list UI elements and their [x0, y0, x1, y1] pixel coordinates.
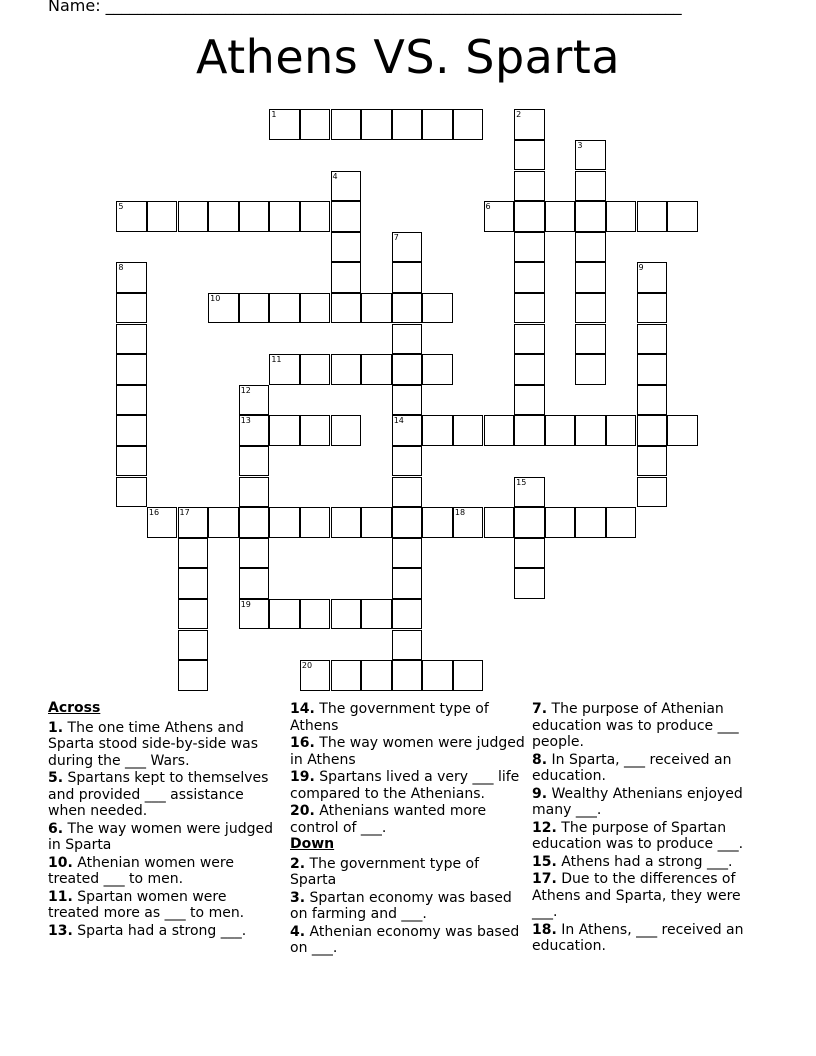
- grid-cell[interactable]: [331, 415, 362, 446]
- clue-number: 1: [271, 110, 277, 120]
- clue-item-number: 11.: [48, 888, 73, 905]
- clue-item-text: The purpose of Spartan education was to produce ___.: [532, 819, 744, 852]
- grid-cell[interactable]: [300, 354, 331, 385]
- clue-number: 19: [240, 599, 251, 609]
- clue-number: 7: [393, 232, 399, 242]
- grid-cell[interactable]: [392, 507, 423, 538]
- clue-number: 8: [118, 263, 124, 273]
- clue-number: 3: [577, 140, 583, 150]
- clue-item-number: 10.: [48, 854, 73, 871]
- grid-cell[interactable]: [392, 477, 423, 508]
- grid-cell[interactable]: [453, 507, 484, 538]
- grid-cell[interactable]: [116, 201, 147, 232]
- clue-item-text: Spartans lived a very ___ life compared to the Athenians.: [290, 769, 520, 802]
- grid-cell[interactable]: [392, 262, 423, 293]
- grid-cell[interactable]: [239, 538, 270, 569]
- grid-cell[interactable]: [116, 415, 147, 446]
- grid-cell[interactable]: [484, 201, 515, 232]
- grid-cell[interactable]: [514, 354, 545, 385]
- grid-cell[interactable]: [422, 415, 453, 446]
- grid-cell[interactable]: [606, 507, 637, 538]
- clue-item-text: The way women were judged in Athens: [290, 735, 525, 768]
- clue-item-number: 16.: [290, 735, 315, 751]
- clue-number: 2: [516, 110, 522, 120]
- grid-cell[interactable]: [392, 415, 423, 446]
- down-header: Down: [290, 836, 335, 852]
- clue-item-text: Athenian women were treated ___ to men.: [48, 854, 234, 887]
- grid-cell[interactable]: [331, 507, 362, 538]
- grid-cell[interactable]: [116, 477, 147, 508]
- grid-cell[interactable]: [178, 630, 209, 661]
- clue-item: [290, 924, 526, 957]
- clue-item-number: 20.: [290, 803, 315, 819]
- grid-cell[interactable]: [239, 477, 270, 508]
- clue-item: [532, 854, 768, 871]
- grid-cell[interactable]: [575, 507, 606, 538]
- grid-cell[interactable]: [637, 201, 668, 232]
- grid-cell[interactable]: [667, 415, 698, 446]
- grid-cell[interactable]: [637, 293, 668, 324]
- grid-cell[interactable]: [208, 201, 239, 232]
- grid-cell[interactable]: [116, 446, 147, 477]
- clue-item-number: 14.: [290, 701, 315, 717]
- clue-item-text: The way women were judged in Sparta: [48, 820, 273, 853]
- clue-item-text: In Sparta, ___ received an education.: [532, 751, 732, 784]
- clue-item-number: 5.: [48, 770, 64, 786]
- clue-number: 10: [210, 293, 221, 303]
- grid-cell[interactable]: [331, 232, 362, 263]
- grid-cell[interactable]: [514, 171, 545, 202]
- grid-cell[interactable]: [269, 201, 300, 232]
- clue-item-number: 1.: [48, 719, 64, 736]
- grid-cell[interactable]: [575, 232, 606, 263]
- clue-item-text: Athenians wanted more control of ___.: [290, 803, 487, 836]
- grid-cell[interactable]: [392, 446, 423, 477]
- clue-item-number: 17.: [532, 871, 557, 887]
- clue-item-text: Athenian economy was based on ___.: [290, 923, 520, 956]
- clue-item: [532, 871, 768, 921]
- grid-cell[interactable]: [361, 507, 392, 538]
- grid-cell[interactable]: [392, 538, 423, 569]
- grid-cell[interactable]: [514, 293, 545, 324]
- grid-cell[interactable]: [575, 140, 606, 171]
- grid-cell[interactable]: [178, 599, 209, 630]
- grid-cell[interactable]: [514, 477, 545, 508]
- grid-cell[interactable]: [422, 354, 453, 385]
- clue-item-number: 9.: [532, 785, 548, 802]
- clue-number: 15: [516, 477, 527, 487]
- grid-cell[interactable]: [331, 262, 362, 293]
- grid-cell[interactable]: [300, 660, 331, 691]
- grid-cell[interactable]: [239, 293, 270, 324]
- clue-item-text: Due to the differences of Athens and Sparta, they were ___.: [532, 871, 741, 920]
- clues-column-3: [532, 700, 768, 955]
- clue-item: [532, 786, 768, 819]
- grid-cell[interactable]: [392, 354, 423, 385]
- grid-cell[interactable]: [361, 354, 392, 385]
- grid-cell[interactable]: [361, 660, 392, 691]
- grid-cell[interactable]: [392, 385, 423, 416]
- grid-cell[interactable]: [637, 324, 668, 355]
- clue-item: [532, 701, 768, 751]
- clue-item: [532, 752, 768, 785]
- grid-cell[interactable]: [514, 201, 545, 232]
- grid-cell[interactable]: [239, 415, 270, 446]
- clues-column-2: [290, 700, 526, 957]
- page-title: Athens VS. Sparta: [195, 30, 621, 84]
- grid-cell[interactable]: [116, 354, 147, 385]
- clue-item: [48, 821, 278, 854]
- grid-cell[interactable]: [422, 293, 453, 324]
- clues-column-1: [48, 700, 278, 939]
- clue-item: [532, 922, 768, 955]
- clue-number: 20: [301, 661, 313, 671]
- grid-cell[interactable]: [545, 415, 576, 446]
- clue-item-text: In Athens, ___ received an education.: [532, 921, 744, 954]
- grid-cell[interactable]: [331, 109, 362, 140]
- grid-cell[interactable]: [269, 354, 300, 385]
- clue-item-number: 2.: [290, 855, 306, 872]
- grid-cell[interactable]: [239, 568, 270, 599]
- across-header: Across: [48, 700, 101, 716]
- grid-cell[interactable]: [637, 354, 668, 385]
- grid-cell[interactable]: [331, 599, 362, 630]
- grid-cell[interactable]: [637, 385, 668, 416]
- grid-cell[interactable]: [453, 109, 484, 140]
- grid-cell[interactable]: [300, 109, 331, 140]
- grid-cell[interactable]: [147, 507, 178, 538]
- grid-cell[interactable]: [392, 568, 423, 599]
- grid-cell[interactable]: [422, 507, 453, 538]
- clue-item: [48, 720, 278, 770]
- grid-cell[interactable]: [545, 507, 576, 538]
- clue-item: [290, 890, 526, 923]
- grid-cell[interactable]: [575, 201, 606, 232]
- grid-cell[interactable]: [392, 293, 423, 324]
- grid-cell[interactable]: [514, 262, 545, 293]
- clue-item: [532, 820, 768, 853]
- grid-cell[interactable]: [606, 201, 637, 232]
- grid-cell[interactable]: [453, 660, 484, 691]
- clue-item-text: Spartan economy was based on farming and ___.: [290, 889, 512, 922]
- clue-number: 4: [332, 171, 338, 181]
- grid-cell[interactable]: [361, 109, 392, 140]
- clue-item-number: 6.: [48, 820, 64, 837]
- clue-item-number: 4.: [290, 923, 306, 940]
- grid-cell[interactable]: [300, 415, 331, 446]
- clue-item-number: 7.: [532, 701, 548, 717]
- clue-item: [48, 889, 278, 922]
- grid-cell[interactable]: [392, 324, 423, 355]
- grid-cell[interactable]: [269, 599, 300, 630]
- clue-item: [48, 855, 278, 888]
- grid-cell[interactable]: [392, 109, 423, 140]
- clue-number: 9: [638, 263, 644, 273]
- grid-cell[interactable]: [208, 293, 239, 324]
- grid-cell[interactable]: [514, 385, 545, 416]
- grid-cell[interactable]: [637, 415, 668, 446]
- grid-cell[interactable]: [116, 385, 147, 416]
- grid-cell[interactable]: [331, 660, 362, 691]
- clue-item: [48, 770, 278, 820]
- clue-item-text: The government type of Sparta: [290, 855, 480, 888]
- grid-cell[interactable]: [575, 324, 606, 355]
- name-field[interactable]: Name: ________________________________________________________________________: [48, 0, 682, 15]
- grid-cell[interactable]: [667, 201, 698, 232]
- grid-cell[interactable]: [514, 324, 545, 355]
- clue-number: 14: [393, 416, 404, 426]
- grid-cell[interactable]: [392, 630, 423, 661]
- clue-number: 18: [454, 508, 466, 518]
- grid-cell[interactable]: [239, 201, 270, 232]
- clue-item-number: 12.: [532, 819, 557, 836]
- clue-number: 11: [271, 355, 282, 365]
- grid-cell[interactable]: [116, 324, 147, 355]
- grid-cell[interactable]: [514, 568, 545, 599]
- grid-cell[interactable]: [239, 446, 270, 477]
- grid-cell[interactable]: [422, 109, 453, 140]
- clue-item-text: Sparta had a strong ___.: [72, 922, 247, 939]
- grid-cell[interactable]: [575, 354, 606, 385]
- grid-cell[interactable]: [514, 109, 545, 140]
- clue-item: [290, 735, 526, 768]
- clue-number: 6: [485, 202, 491, 212]
- clue-number: 16: [148, 508, 160, 518]
- clue-item-text: Wealthy Athenians enjoyed many ___.: [532, 785, 743, 818]
- grid-cell[interactable]: [300, 507, 331, 538]
- grid-cell[interactable]: [300, 599, 331, 630]
- grid-cell[interactable]: [178, 201, 209, 232]
- clue-item-number: 18.: [532, 921, 557, 938]
- grid-cell[interactable]: [331, 171, 362, 202]
- grid-cell[interactable]: [239, 507, 270, 538]
- clue-item-text: The one time Athens and Sparta stood side-by-side was during the ___ Wars.: [48, 719, 259, 769]
- grid-cell[interactable]: [116, 293, 147, 324]
- clue-item-text: Athens had a strong ___.: [556, 853, 733, 870]
- grid-cell[interactable]: [575, 262, 606, 293]
- grid-cell[interactable]: [637, 262, 668, 293]
- grid-cell[interactable]: [300, 293, 331, 324]
- clue-item-text: Spartans kept to themselves and provided ___ assistance when needed.: [48, 770, 269, 819]
- grid-cell[interactable]: [514, 415, 545, 446]
- grid-cell[interactable]: [116, 262, 147, 293]
- grid-cell[interactable]: [178, 568, 209, 599]
- grid-cell[interactable]: [637, 477, 668, 508]
- grid-cell[interactable]: [514, 140, 545, 171]
- clue-number: 13: [240, 416, 251, 426]
- grid-cell[interactable]: [545, 201, 576, 232]
- grid-cell[interactable]: [514, 232, 545, 263]
- clue-item-text: The purpose of Athenian education was to produce ___ people.: [532, 701, 739, 750]
- grid-cell[interactable]: [422, 660, 453, 691]
- grid-cell[interactable]: [269, 109, 300, 140]
- clue-item-number: 15.: [532, 853, 557, 870]
- grid-cell[interactable]: [575, 293, 606, 324]
- grid-cell[interactable]: [269, 293, 300, 324]
- grid-cell[interactable]: [331, 201, 362, 232]
- grid-cell[interactable]: [178, 507, 209, 538]
- grid-cell[interactable]: [514, 538, 545, 569]
- grid-cell[interactable]: [484, 507, 515, 538]
- grid-cell[interactable]: [147, 201, 178, 232]
- grid-cell[interactable]: [392, 232, 423, 263]
- clue-item-text: The government type of Athens: [290, 701, 489, 734]
- grid-cell[interactable]: [239, 385, 270, 416]
- clue-number: 17: [179, 508, 190, 518]
- grid-cell[interactable]: [208, 507, 239, 538]
- clue-item-number: 8.: [532, 751, 548, 768]
- grid-cell[interactable]: [269, 507, 300, 538]
- grid-cell[interactable]: [269, 415, 300, 446]
- grid-cell[interactable]: [178, 660, 209, 691]
- grid-cell[interactable]: [606, 415, 637, 446]
- clue-item: [290, 701, 526, 734]
- clue-item: [290, 856, 526, 889]
- grid-cell[interactable]: [331, 293, 362, 324]
- grid-cell[interactable]: [178, 538, 209, 569]
- clue-item-number: 19.: [290, 769, 315, 785]
- grid-cell[interactable]: [514, 507, 545, 538]
- grid-cell[interactable]: [575, 415, 606, 446]
- clue-number: 5: [118, 202, 124, 212]
- grid-cell[interactable]: [392, 660, 423, 691]
- clue-item: [290, 769, 526, 802]
- grid-cell[interactable]: [300, 201, 331, 232]
- grid-cell[interactable]: [361, 293, 392, 324]
- grid-cell[interactable]: [484, 415, 515, 446]
- grid-cell[interactable]: [575, 171, 606, 202]
- clue-item-text: Spartan women were treated more as ___ to men.: [48, 888, 245, 921]
- clue-item-number: 3.: [290, 889, 306, 906]
- grid-cell[interactable]: [361, 599, 392, 630]
- grid-cell[interactable]: [239, 599, 270, 630]
- grid-cell[interactable]: [453, 415, 484, 446]
- grid-cell[interactable]: [392, 599, 423, 630]
- clue-item: [48, 923, 278, 940]
- clue-item-number: 13.: [48, 922, 73, 939]
- grid-cell[interactable]: [637, 446, 668, 477]
- grid-cell[interactable]: [331, 354, 362, 385]
- clue-number: 12: [240, 385, 251, 395]
- clue-item: [290, 803, 526, 836]
